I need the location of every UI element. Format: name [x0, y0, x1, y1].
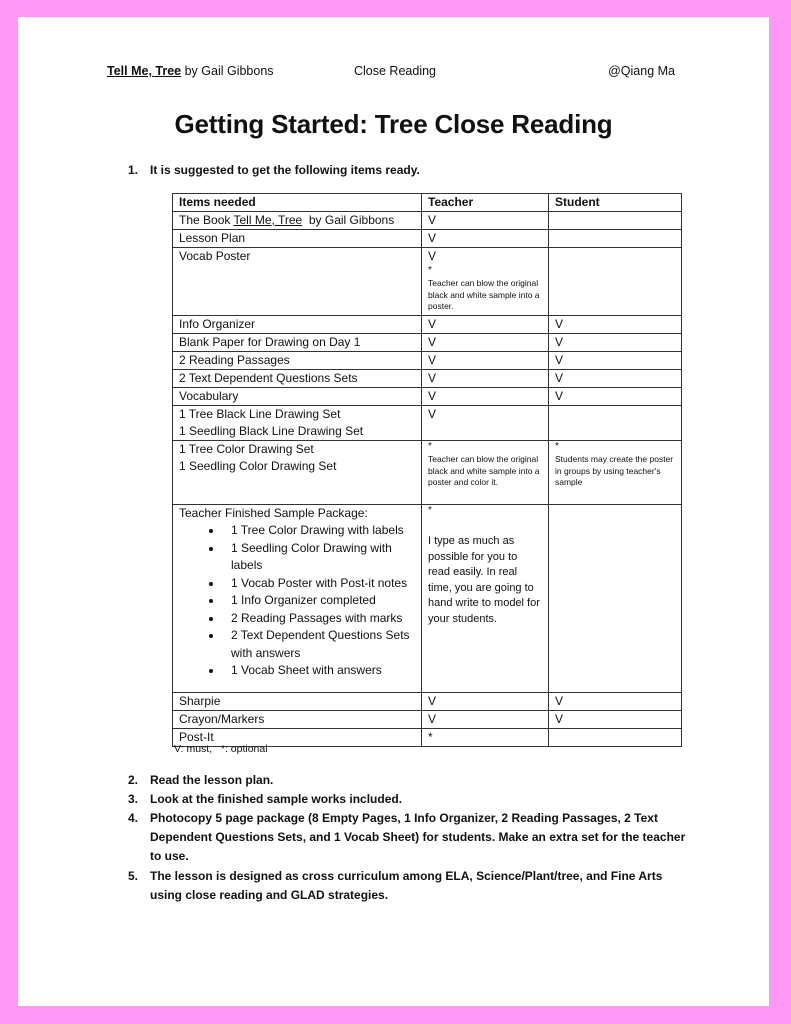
item-cell [173, 505, 422, 693]
step-text: It is suggested to get the following items ready. [150, 163, 420, 177]
student-cell: V [549, 370, 682, 388]
column-header-student: Student [549, 194, 682, 212]
step-text: Photocopy 5 page package (8 Empty Pages, 1 Info Organizer, 2 Reading Passages, 2 Text Dependent Questions Sets, and 1 Vocab Sheet) for students. Make an extra set for the teacher to use. [150, 811, 686, 863]
student-cell [549, 505, 682, 693]
student-cell: V [549, 693, 682, 711]
step-number: 3. [128, 792, 139, 806]
optional-mark: * [428, 265, 432, 276]
list-item: • 1 Vocab Poster with Post-it notes [223, 575, 415, 593]
teacher-cell: V [422, 334, 549, 352]
page-title: Getting Started: Tree Close Reading [174, 109, 613, 139]
step-5 [128, 867, 688, 905]
teacher-cell: V [422, 711, 549, 729]
package-heading: Teacher Finished Sample Package: [179, 506, 368, 520]
teacher-cell: V [422, 370, 549, 388]
item-cell [173, 441, 422, 505]
student-cell [549, 248, 682, 316]
list-item: • 2 Text Dependent Questions Sets with answers [223, 627, 415, 662]
teacher-cell: * [422, 729, 549, 747]
step-number: 1. [128, 163, 139, 177]
item-line: 1 Tree Color Drawing Set [179, 442, 314, 456]
teacher-cell [422, 505, 549, 693]
item-cell: 2 Text Dependent Questions Sets [173, 370, 422, 388]
item-cell: 2 Reading Passages [173, 352, 422, 370]
item-cell [173, 406, 422, 441]
list-item: • 1 Vocab Sheet with answers [223, 662, 415, 680]
optional-mark: * [428, 441, 432, 452]
teacher-cell: V [422, 352, 549, 370]
item-line: 1 Seedling Black Line Drawing Set [179, 424, 364, 438]
teacher-cell: V [422, 230, 549, 248]
table-row [173, 212, 682, 230]
step-number: 2. [128, 773, 139, 787]
teacher-mark: V [428, 249, 437, 263]
teacher-cell [422, 248, 549, 316]
teacher-note: I type as much as possible for you to read easily. In real time, you are going to hand write to model for your students. [428, 535, 540, 625]
table-row [173, 230, 682, 248]
table-row [173, 505, 682, 693]
item-cell: Vocab Poster [173, 248, 422, 316]
step-2 [128, 771, 688, 790]
table-legend: V: must, *: optional [174, 743, 268, 755]
list-item: • 1 Tree Color Drawing with labels [223, 522, 415, 540]
column-header-items: Items needed [173, 194, 422, 212]
teacher-cell: V [422, 406, 549, 441]
student-cell: V [549, 334, 682, 352]
item-cell: Vocabulary [173, 388, 422, 406]
item-cell: Blank Paper for Drawing on Day 1 [173, 334, 422, 352]
item-cell: Post-It [173, 729, 422, 747]
item-line: 1 Tree Black Line Drawing Set [179, 407, 341, 421]
header-book-credit [107, 64, 274, 78]
item-cell: Lesson Plan [173, 230, 422, 248]
step-1 [128, 161, 688, 180]
teacher-cell: V [422, 316, 549, 334]
table-row [173, 248, 682, 316]
student-cell [549, 406, 682, 441]
list-item: • 1 Seedling Color Drawing with labels [223, 540, 415, 575]
step-4 [128, 809, 688, 866]
item-cell: Crayon/Markers [173, 711, 422, 729]
student-cell: V [549, 316, 682, 334]
step-text: Read the lesson plan. [150, 773, 274, 787]
header-center: Close Reading [354, 64, 436, 78]
header-book-title: Tell Me, Tree [107, 64, 182, 78]
header-author-handle: @Qiang Ma [608, 64, 675, 78]
student-cell [549, 441, 682, 505]
column-header-teacher: Teacher [422, 194, 549, 212]
item-text: The Book [179, 213, 234, 227]
table-header-row [173, 194, 682, 212]
step-text: Look at the finished sample works included. [150, 792, 403, 806]
table-row [173, 370, 682, 388]
list-item: • 2 Reading Passages with marks [223, 610, 415, 628]
item-cell [173, 212, 422, 230]
optional-mark: * [555, 441, 559, 452]
item-cell: Info Organizer [173, 316, 422, 334]
teacher-note: Teacher can blow the original black and white sample into a poster and color it. [428, 454, 540, 487]
teacher-cell: V [422, 388, 549, 406]
step-3 [128, 790, 688, 809]
table-row [173, 352, 682, 370]
item-line: 1 Seedling Color Drawing Set [179, 459, 337, 473]
document-page [18, 17, 769, 1006]
table-row [173, 334, 682, 352]
book-title: Tell Me, Tree [233, 213, 303, 227]
student-cell: V [549, 352, 682, 370]
items-table [172, 193, 682, 747]
teacher-cell: V [422, 693, 549, 711]
item-cell: Sharpie [173, 693, 422, 711]
table-row [173, 711, 682, 729]
teacher-cell [422, 441, 549, 505]
optional-mark: * [428, 505, 432, 516]
student-note: Students may create the poster in groups by using teacher's sample [555, 454, 674, 487]
item-text: by Gail Gibbons [302, 213, 395, 227]
teacher-note: Teacher can blow the original black and white sample into a poster. [428, 278, 540, 311]
table-row [173, 316, 682, 334]
student-cell [549, 212, 682, 230]
step-number: 4. [128, 811, 139, 825]
step-number: 5. [128, 869, 139, 883]
list-item: • 1 Info Organizer completed [223, 592, 415, 610]
table-row [173, 441, 682, 505]
table-row [173, 388, 682, 406]
table-row [173, 406, 682, 441]
student-cell: V [549, 711, 682, 729]
student-cell [549, 729, 682, 747]
student-cell: V [549, 388, 682, 406]
header-book-author: by Gail Gibbons [184, 64, 274, 78]
table-row [173, 693, 682, 711]
step-text: The lesson is designed as cross curriculum among ELA, Science/Plant/tree, and Fine Arts using close reading and GLAD strategies. [150, 869, 663, 902]
teacher-cell: V [422, 212, 549, 230]
student-cell [549, 230, 682, 248]
package-list [179, 522, 415, 680]
